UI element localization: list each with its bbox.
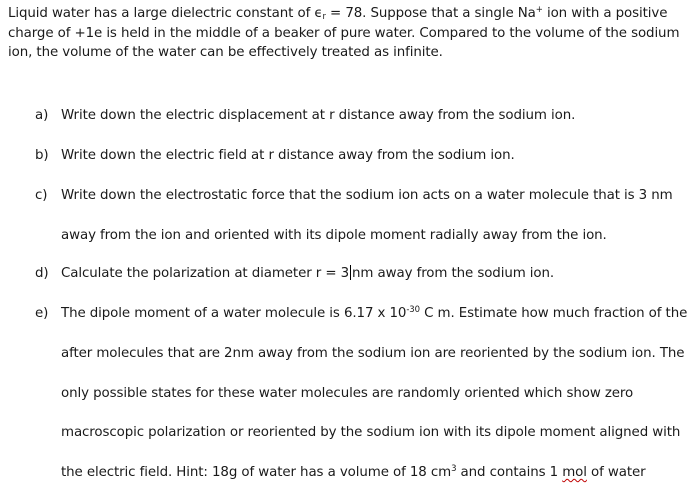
item-e-line-2: after molecules that are 2nm away from the sodium ion are reoriented by the sodium ion. The (61, 346, 685, 361)
intro-superscript-plus: + (535, 5, 543, 15)
item-d-text-before: Calculate the polarization at diameter r = 3 (61, 266, 350, 281)
item-c-line-2: away from the ion and oriented with its dipole moment radially away from the ion. (61, 228, 607, 243)
item-e-cubed: 3 (451, 464, 457, 474)
item-d-text[interactable] (61, 264, 554, 284)
item-e-exponent: -30 (406, 305, 420, 315)
intro-paragraph (8, 4, 684, 63)
item-a-label: a) (35, 108, 49, 123)
intro-text-1: Liquid water has a large dielectric constant of ϵ (8, 6, 323, 21)
item-e-line-5 (61, 463, 646, 483)
item-e-label: e) (35, 306, 49, 321)
item-a-text: Write down the electric displacement at r distance away from the sodium ion. (61, 108, 576, 123)
item-e-line-4: macroscopic polarization or reoriented by the sodium ion with its dipole moment aligned with (61, 425, 681, 440)
intro-text-3: ion with a positive charge of +1e is held in the middle of a beaker of pure water. Compared to the volume of the sodium ion, the volume of the water can be effectively treated as infinite. (8, 6, 680, 60)
item-c-line-1: Write down the electrostatic force that the sodium ion acts on a water molecule that is 3 nm (61, 188, 673, 203)
item-c-label: c) (35, 188, 48, 203)
text-cursor (350, 265, 351, 280)
intro-subscript-r: r (322, 12, 326, 22)
item-e-line-1-before: The dipole moment of a water molecule is 6.17 x 10 (61, 306, 407, 321)
item-d-label: d) (35, 266, 49, 281)
item-e-line-5-mid: and contains 1 (456, 465, 563, 480)
item-e-line-5-after: of water (586, 465, 646, 480)
item-e-line-1-after: C m. Estimate how much fraction of the (419, 306, 687, 321)
item-d-text-after: nm away from the sodium ion. (352, 266, 555, 281)
item-e-line-1 (61, 304, 687, 324)
item-b-label: b) (35, 148, 49, 163)
spellcheck-word-mol[interactable]: mol (562, 465, 587, 480)
item-e-line-5-before: the electric field. Hint: 18g of water has a volume of 18 cm (61, 465, 452, 480)
item-e-line-3: only possible states for these water molecules are randomly oriented which show zero (61, 386, 634, 401)
intro-text-2: = 78. Suppose that a single Na (325, 6, 536, 21)
item-b-text: Write down the electric field at r distance away from the sodium ion. (61, 148, 515, 163)
